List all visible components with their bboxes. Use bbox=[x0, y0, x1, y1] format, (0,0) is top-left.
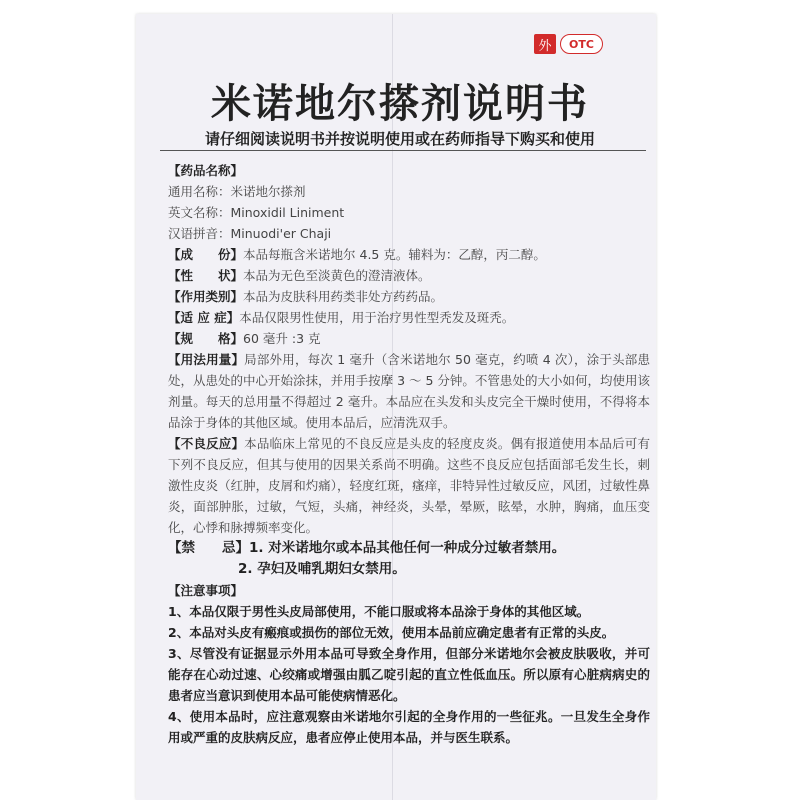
usage-section bbox=[168, 349, 650, 433]
field-ingredients bbox=[168, 244, 650, 265]
english-name: 英文名称：Minoxidil Liniment bbox=[168, 205, 345, 220]
field-label: 【成 份】 bbox=[168, 247, 244, 262]
contraindication-item: 1. 对米诺地尔或本品其他任何一种成分过敏者禁用。 bbox=[249, 540, 566, 556]
adverse-section bbox=[168, 433, 650, 538]
precaution-item: 2、本品对头皮有瘢痕或损伤的部位无效，使用本品前应确定患者有正常的头皮。 bbox=[168, 625, 615, 640]
contraindication-item: 2. 孕妇及哺乳期妇女禁用。 bbox=[238, 561, 406, 577]
leaflet-content bbox=[168, 160, 650, 748]
precaution-item: 3、尽管没有证据显示外用本品可导致全身作用，但部分米诺地尔会被皮肤吸收，并可能存在心动过速、心绞痛或增强由胍乙啶引起的直立性低血压。所以原有心脏病病史的患者应当意识到使用本品可能使病情恶化。 bbox=[168, 646, 650, 703]
field-label: 【作用类别】 bbox=[168, 289, 244, 304]
document-subtitle: 请仔细阅读说明书并按说明使用或在药师指导下购买和使用 bbox=[204, 130, 595, 148]
document-title: 米诺地尔搽剂说明书 bbox=[211, 81, 589, 127]
adverse-heading: 【不良反应】 bbox=[168, 436, 245, 451]
field-category bbox=[168, 286, 650, 307]
field-label: 【性 状】 bbox=[168, 268, 244, 283]
field-text: 本品为无色至淡黄色的澄清液体。 bbox=[243, 268, 431, 283]
field-label: 【规 格】 bbox=[168, 331, 244, 346]
usage-heading: 【用法用量】 bbox=[168, 352, 245, 367]
title-divider bbox=[160, 150, 646, 151]
generic-name: 通用名称：米诺地尔搽剂 bbox=[168, 184, 306, 199]
pinyin-name: 汉语拼音：Minuodi'er Chaji bbox=[168, 226, 332, 241]
contraindication-item-row bbox=[168, 559, 650, 580]
adverse-text: 本品临床上常见的不良反应是头皮的轻度皮炎。偶有报道使用本品后可有下列不良反应，但其与使用的因果关系尚不明确。这些不良反应包括面部毛发生长，刺激性皮炎（红肿，皮屑和灼痛），轻度红斑，瘙痒，非特异性过敏反应，风团，过敏性鼻炎，面部肿胀，过敏，气短，头痛，神经炎，头晕，晕厥，眩晕，水肿，胸痛，血压变化，心悸和脉搏频率变化。 bbox=[168, 436, 650, 535]
field-label: 【适 应 症】 bbox=[168, 310, 240, 325]
external-use-badge: 外 bbox=[534, 34, 556, 54]
badge-group bbox=[534, 34, 603, 54]
usage-text: 局部外用，每次 1 毫升（含米诺地尔 50 毫克，约喷 4 次），涂于头部患处，从患处的中心开始涂抹，并用手按摩 3 ～ 5 分钟。不管患处的大小如何，均使用该剂量。每天的总用量不得超过 2 毫升。本品应在头发和头皮完全干燥时使用，不得将本品涂于身体的其他区域。使用本品后，应清洗双手。 bbox=[168, 352, 650, 430]
field-specification bbox=[168, 328, 650, 349]
otc-badge: OTC bbox=[560, 34, 603, 54]
precaution-item: 1、本品仅限于男性头皮局部使用，不能口服或将本品涂于身体的其他区域。 bbox=[168, 604, 590, 619]
field-text: 60 毫升 :3 克 bbox=[243, 331, 321, 346]
contraindications-heading: 【禁 忌】 bbox=[168, 540, 249, 556]
contraindications-section bbox=[168, 538, 650, 559]
field-text: 本品每瓶含米诺地尔 4.5 克。辅料为：乙醇，丙二醇。 bbox=[243, 247, 546, 262]
field-appearance bbox=[168, 265, 650, 286]
precaution-item: 4、使用本品时，应注意观察由米诺地尔引起的全身作用的一些征兆。一旦发生全身作用或严重的皮肤病反应，患者应停止使用本品，并与医生联系。 bbox=[168, 709, 650, 745]
field-text: 本品为皮肤科用药类非处方药药品。 bbox=[243, 289, 444, 304]
precautions-heading: 【注意事项】 bbox=[168, 583, 244, 598]
field-indications bbox=[168, 307, 650, 328]
drug-name-heading: 【药品名称】 bbox=[168, 163, 244, 178]
field-text: 本品仅限男性使用，用于治疗男性型秃发及斑秃。 bbox=[239, 310, 515, 325]
